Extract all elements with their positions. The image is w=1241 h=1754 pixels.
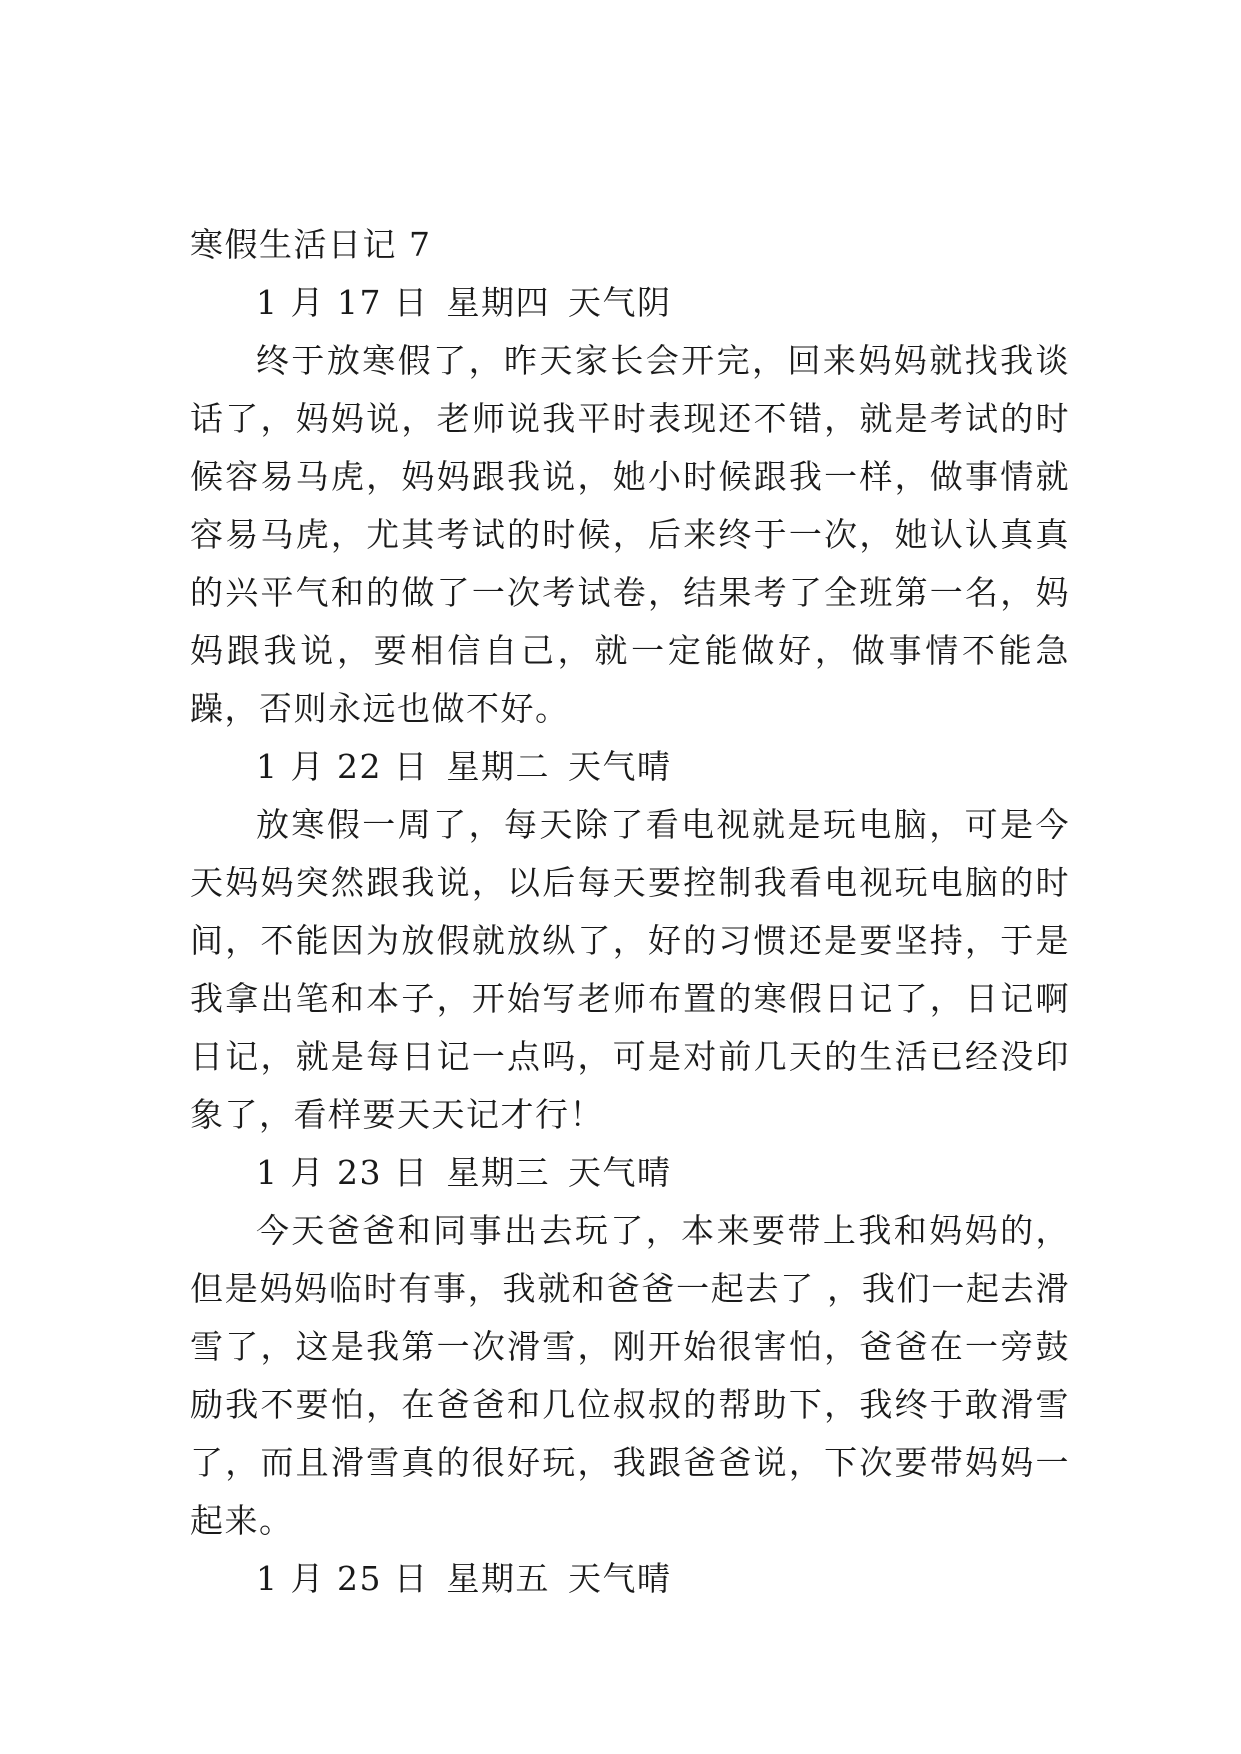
entry-weather: 天气晴 (567, 1559, 672, 1598)
entry-date-line (190, 1144, 1070, 1202)
entry-body: 放寒假一周了，每天除了看电视就是玩电脑，可是今天妈妈突然跟我说，以后每天要控制我看电视玩电脑的时间，不能因为放假就放纵了，好的习惯还是要坚持，于是我拿出笔和本子，开始写老师布置的寒假日记了，日记啊日记，就是每日记一点吗，可是对前几天的生活已经没印象了，看样要天天记才行！ (190, 805, 1070, 1134)
entry-date: 1 月 25 日 (256, 1559, 429, 1598)
entry-body: 终于放寒假了，昨天家长会开完，回来妈妈就找我谈话了，妈妈说，老师说我平时表现还不错，就是考试的时候容易马虎，妈妈跟我说，她小时候跟我一样，做事情就容易马虎，尤其考试的时候，后来终于一次，她认认真真的兴平气和的做了一次考试卷，结果考了全班第一名，妈妈跟我说，要相信自己，就一定能做好，做事情不能急躁，否则永远也做不好。 (190, 341, 1070, 728)
entry-weather: 天气阴 (567, 283, 672, 322)
entry-date: 1 月 23 日 (256, 1153, 429, 1192)
entry-weekday: 星期四 (446, 283, 550, 322)
entry-date: 1 月 17 日 (256, 283, 429, 322)
entry-date-line (190, 738, 1070, 796)
document-title: 寒假生活日记 7 (190, 225, 432, 264)
entry-body: 今天爸爸和同事出去玩了，本来要带上我和妈妈的，但是妈妈临时有事，我就和爸爸一起去了 ，我们一起去滑雪了，这是我第一次滑雪，刚开始很害怕，爸爸在一旁鼓励我不要怕，在爸爸和几位叔叔的帮助下，我终于敢滑雪了，而且滑雪真的很好玩，我跟爸爸说，下次要带妈妈一起来。 (190, 1211, 1070, 1540)
entry-weekday: 星期二 (446, 747, 550, 786)
entry-date-line (190, 274, 1070, 332)
entry-date-line (190, 1550, 1070, 1608)
entry-date: 1 月 22 日 (256, 747, 429, 786)
entry-weekday: 星期三 (446, 1153, 550, 1192)
document-content (190, 216, 1070, 1608)
entry-weather: 天气晴 (567, 747, 672, 786)
entry-weather: 天气晴 (567, 1153, 672, 1192)
entry-weekday: 星期五 (446, 1559, 550, 1598)
